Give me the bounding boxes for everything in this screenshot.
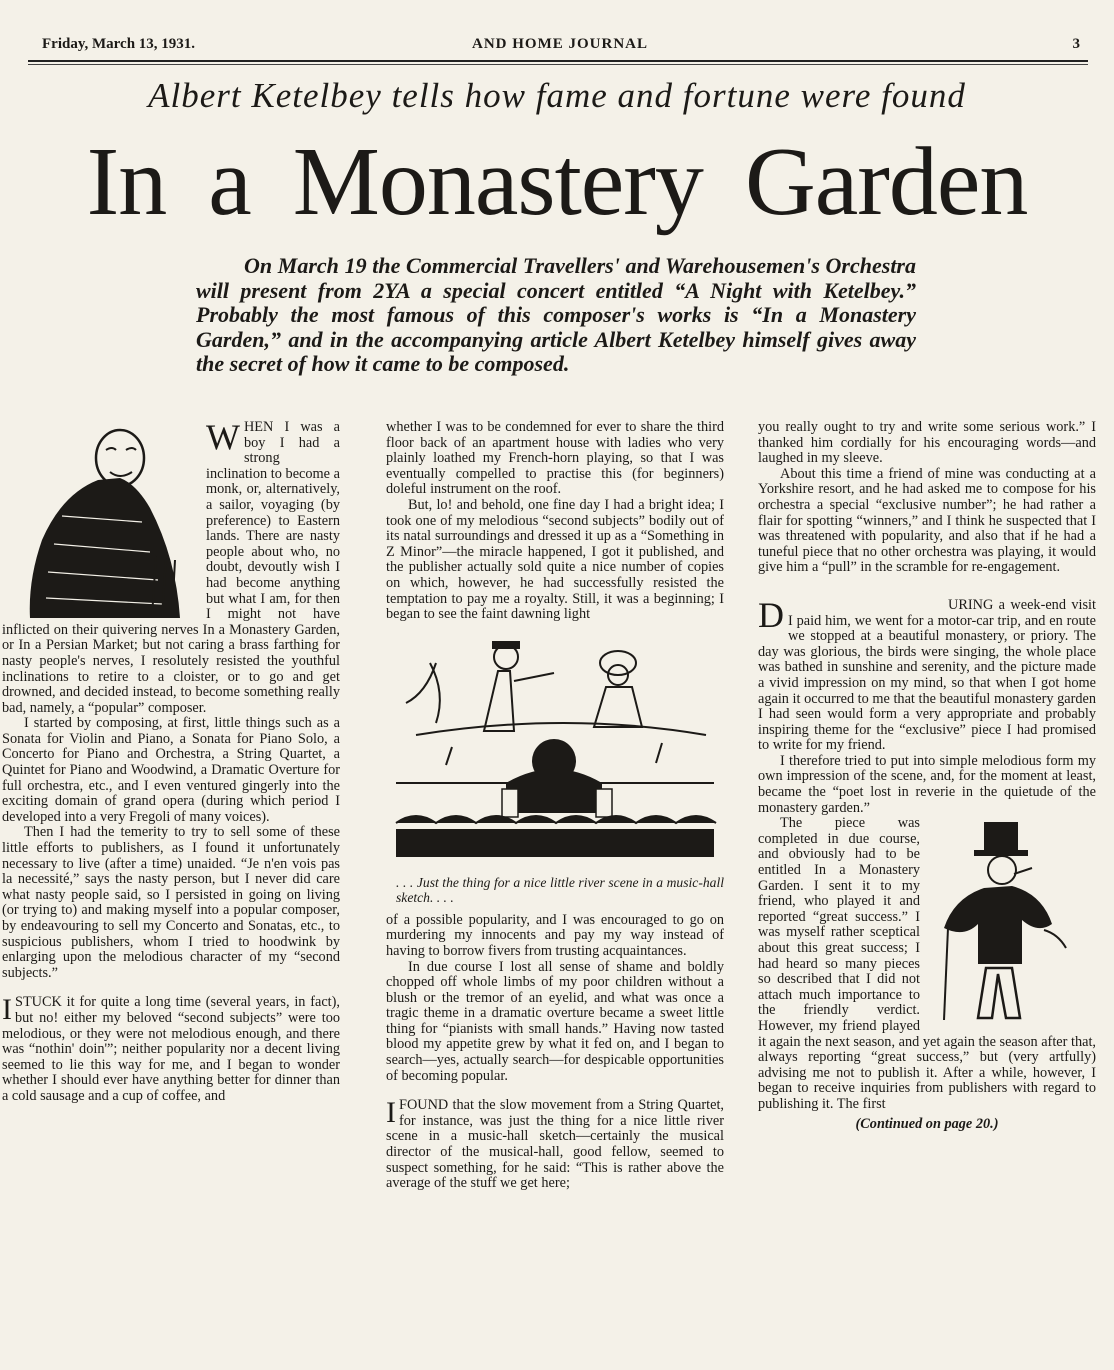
paragraph: In due course I lost all sense of shame and boldly chopped off whole limbs of my poor children without a blush or the tremor of an eyelid, and what was once a tragic theme in a dramatic overture became a sweet little thing for “pianists with small hands.” Having now tasted blood my appetite grew by what it fed on, and I began to search—yes, actually search—for despicable opportunities of becoming popular. xyxy=(386,958,724,1084)
drop-cap: I xyxy=(2,993,12,1027)
kicker-line: Albert Ketelbey tells how fame and fortune were found xyxy=(148,76,966,115)
drop-cap: I xyxy=(386,1096,396,1130)
music-hall-illustration xyxy=(386,633,724,871)
top-hat-man-illustration xyxy=(924,818,1096,1024)
paragraph: of a possible popularity, and I was encouraged to go on murdering my innocents and pay my way instead of having to borrow fivers from trusting acquaintances. xyxy=(386,911,724,959)
headline-word: In xyxy=(86,128,167,236)
running-header xyxy=(40,36,1080,58)
paragraph: I therefore tried to put into simple melodious form my own impression of the scene, and, for the moment at least, became the “poet lost in reverie in the quietude of the monastery garden.” xyxy=(758,752,1096,816)
header-rule-thin xyxy=(28,64,1088,65)
page-number: 3 xyxy=(1072,36,1080,52)
article-headline xyxy=(0,122,1114,242)
drop-cap: W xyxy=(206,420,240,457)
paragraph: I started by composing, at first, little things such as a Sonata for Violin and Piano, a Sonata for Piano Solo, a Concerto for Piano and Orchestra, a String Quartet, a Quintet for Piano and Woodwind, a Dramatic Overture for full orchestra, etc., and I even ventured gingerly into the exciting domain of grand opera (during which period I developed into a very Fregoli of many voices). xyxy=(2,715,340,825)
paragraph: The piece was completed in due course, and obviously had to be entitled In a Monastery Garden. I sent it to my friend, who played it and reported “great success.” I was myself rather sceptical about this great success; I had heard so many pieces so described that I did not attach much importance to the friendly verdict. However, my friend played it again the next season, and yet again the season after that, always reporting “great success,” but (very artfully) advising me not to publish it. After a while, however, I began to receive inquiries from publishers with regard to publishing it. The first xyxy=(758,815,1096,1112)
paragraph: FOUND that the slow movement from a String Quartet, for instance, was just the thing for a nice little river scene in a music-hall sketch—certainly the musical director of the musical-hall, good fellow, seemed to suspect something, for he said: “This is rather above the average of the stuff we get here; xyxy=(386,1097,724,1192)
journal-name: AND HOME JOURNAL xyxy=(472,36,648,52)
standfirst: On March 19 the Commercial Travellers' and Warehousemen's Orchestra will present from 2YA a special concert entitled “A Night with Ketelbey.” Probably the most famous of this composer's works is “In a Monastery Garden,” and in the accompanying article Albert Ketelbey himself gives away the secret of how it came to be composed. xyxy=(196,253,916,377)
continued-note: (Continued on page 20.) xyxy=(855,1115,999,1132)
monk-illustration xyxy=(2,420,202,620)
paragraph: URING a week-end visit I paid him, we went for a motor-car trip, and en route we stopped at a beautiful monastery, or priory. The day was glorious, the birds were singing, the whole place was bathed in sunshine and serenity, and the picture made a vivid impression on my mind, so that when I got home again it occurred to me that the beautiful monastery garden I had seen would form a very appropriate and probably inspiring theme for the “exclusive” piece I had promised to write for my friend. xyxy=(758,596,1096,754)
paragraph: STUCK it for quite a long time (several years, in fact), but no! either my beloved “second subjects” were too melodious, or they were not melodious enough, and there was “nothin' doin'”; neither popularity nor a decent living seemed to lie this way for me, and I began to wonder whether I should ever have anything better for dinner than a cold sausage and a cup of coffee, and xyxy=(2,994,340,1104)
headline-word: Garden xyxy=(744,128,1028,236)
headline-word: a xyxy=(208,128,251,236)
headline-word: Monastery xyxy=(292,128,703,236)
paragraph: HEN I was a boy I had a strong inclination to become a monk, or, alternatively, a sailor, voyaging (by preference) to Eastern lands. There are nasty people about who, no doubt, devoutly wish I had become anything but what I am, for then I might not have inflicted on their quivering nerves In a Monastery Garden, or In a Persian Market; but not caring a brass farthing for nasty people's nerves, I resolutely resisted the youthful inclinations to retire to a cloister, or to go and get drowned, and decided instead, to become something really bad, namely, a “popular” composer. xyxy=(2,420,340,716)
article-column-2 xyxy=(386,420,724,1360)
paragraph: Then I had the temerity to try to sell some of these little efforts to publishers, as I found it unfortunately necessary to live (after a time) unaided. “Je n'en vois pas la necessité,” says the nasty person, but I never did care what nasty people said, so I persisted in going on living (or trying to) and making myself into a popular composer, by endeavouring to sell my Concerto and Sonatas, etc., to suspicious publishers, whom I tried to hoodwink by enlarging upon the melodious character of my “second subjects.” xyxy=(2,824,340,981)
illustration-caption: . . . Just the thing for a nice little river scene in a music-hall sketch. . . . xyxy=(396,874,724,905)
header-rule xyxy=(28,60,1088,62)
paragraph: About this time a friend of mine was conducting at a Yorkshire resort, and he had asked me to compose for his orchestra a special “exclusive number”; he had rather a flair for spotting “winners,” and I think he suspected that I was threatened with popularity, and also that if he had a tuneful piece that no other orchestra was playing, it would give him a “pull” in the scramble for re-engagement. xyxy=(758,465,1096,576)
article-column-1 xyxy=(2,420,340,1360)
issue-date: Friday, March 13, 1931. xyxy=(42,36,196,52)
paragraph: you really ought to try and write some serious work.” I thanked him cordially for his encouraging words—and laughed in my sleeve. xyxy=(758,420,1096,467)
paragraph: But, lo! and behold, one fine day I had a bright idea; I took one of my melodious “second subjects” bodily out of its natal surroundings and dressed it up as a “Something in Z Minor”—the miracle happened, I got it published, and the publisher actually sold quite a nice number of copies on which, however, he had successfully resisted the temptation to pay me a royalty. Still, it was a beginning; I began to see the faint dawning light xyxy=(386,496,724,623)
drop-cap: D xyxy=(758,594,784,635)
paragraph: whether I was to be condemned for ever to share the third floor back of an apartment house with ladies who very plainly loathed my French-horn playing, so that I was eventually compelled to practise this (for beginners) doleful instrument on the roof. xyxy=(386,420,724,498)
article-column-3 xyxy=(758,420,1096,1360)
